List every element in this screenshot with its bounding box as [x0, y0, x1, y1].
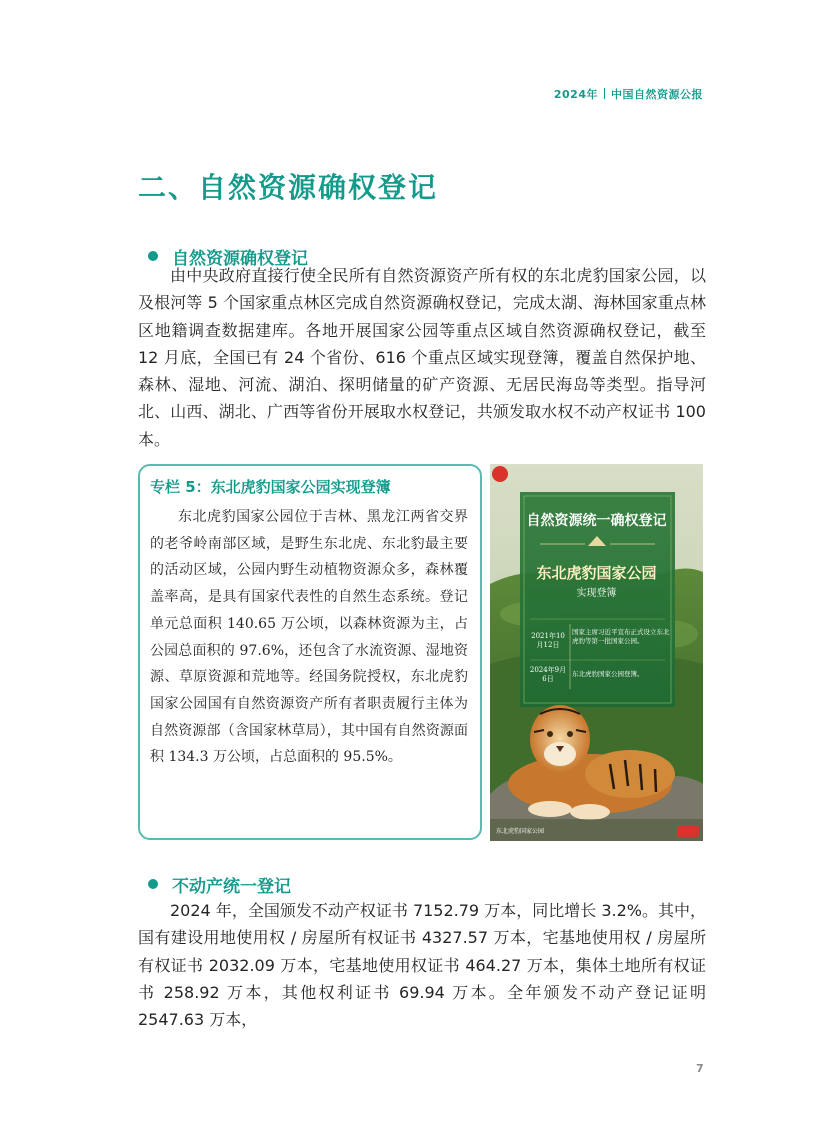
paragraph-registration: 2024 年，全国颁发不动产权证书 7152.79 万本，同比增长 3.2%。其中，国有建设用地使用权 / 房屋所有权证书 4327.57 万本，宅基地使用权 / 房屋所有权证书 2032.09 万本，宅基地使用权证书 464.27 万本，集体土地所有权证书 258.92 万本，其他权利证书 69.94 万本。全年颁发不动产登记证明 2547.63 万本，	[138, 901, 706, 1030]
poster-event-date: 2021年10月12日	[531, 632, 565, 649]
header-report-title: 中国自然资源公报	[611, 88, 703, 101]
poster-credit: 东北虎豹国家公园	[496, 828, 545, 835]
section-title: 二、自然资源确权登记	[138, 171, 439, 204]
poster-event-text: 东北虎豹国家公园登簿。	[572, 670, 644, 678]
poster-event-text: 国家主席习近平宣布正式设立东北虎豹等第一批国家公园。	[572, 628, 670, 645]
poster-event-date: 2024年9月6日	[529, 666, 567, 683]
poster-image	[490, 464, 703, 841]
brand-logo-icon	[677, 826, 699, 837]
sidebar-box-column5	[138, 464, 482, 840]
header-separator	[604, 88, 605, 99]
subsection-heading-registration	[172, 872, 291, 897]
poster-park-name: 东北虎豹国家公园	[536, 564, 657, 582]
paragraph-confirmation: 由中央政府直接行使全民所有自然资源资产所有权的东北虎豹国家公园，以及根河等 5 个国家重点林区完成自然资源确权登记，完成太湖、海林国家重点林区地籍调查数据建库。各地开展国家公园等重点区域自然资源确权登记，截至 12 月底，全国已有 24 个省份、616 个重点区域实现登簿，覆盖自然保护地、森林、湿地、河流、湖泊、探明储量的矿产资源、无居民海岛等类型。指导河北、山西、湖北、广西等省份开展取水权登记，共颁发取水权不动产权证书 100 本。	[138, 266, 706, 449]
box-title: 专栏 5：东北虎豹国家公园实现登簿	[150, 478, 391, 496]
box-text: 东北虎豹国家公园位于吉林、黑龙江两省交界的老爷岭南部区域，是野生东北虎、东北豹最主要的活动区域，公园内野生动植物资源众多，森林覆盖率高，是具有国家代表性的自然生态系统。登记单元总面积 140.65 万公顷，以森林资源为主，占公园总面积的 97.6%，还包含了水流资源、湿地资源、草原资源和荒地等。经国务院授权，东北虎豹国家公园国有自然资源资产所有者职责履行主体为自然资源部（含国家林草局），其中国有自然资源面积 134.3 万公顷，占总面积的 95.5%。	[150, 509, 468, 766]
bullet-dot-icon	[148, 251, 158, 261]
publisher-logo-icon	[492, 466, 508, 482]
running-header	[554, 86, 703, 102]
poster-subtitle: 实现登簿	[576, 588, 617, 599]
subsection-heading-text: 自然资源确权登记	[172, 249, 308, 269]
bullet-dot-icon	[148, 879, 158, 889]
subsection-heading-text: 不动产统一登记	[172, 877, 291, 897]
page-number: 7	[696, 1062, 704, 1075]
poster-title: 自然资源统一确权登记	[526, 513, 667, 529]
header-year: 2024年	[553, 88, 598, 101]
